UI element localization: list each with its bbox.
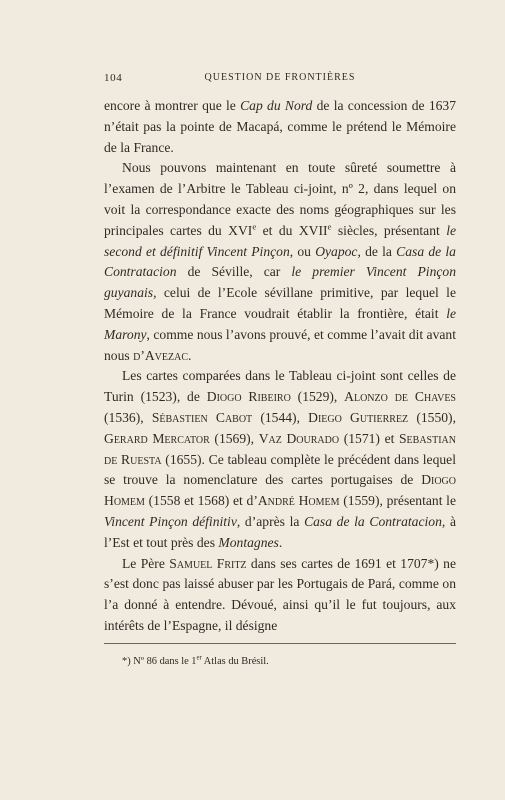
small-caps-name: André Homem <box>257 493 340 509</box>
paragraph-3 <box>104 366 456 553</box>
text-run: Les cartes comparées dans le Tableau ci-joint sont celles de Turin (1523), de <box>104 368 456 405</box>
italic-run: Vincent Pinçon définitiv <box>104 513 237 529</box>
text-run: (1536), <box>104 409 152 425</box>
superscript: e <box>327 221 332 232</box>
text-run: de Séville, car <box>176 264 292 280</box>
running-title: QUESTION DE FRONTIÈRES <box>204 72 356 83</box>
text-run: (1655). Ce tableau complète le précédent dans lequel se trouve la nomenclature des cartes portugaises de <box>104 451 456 488</box>
italic-run: Cap du Nord <box>240 98 313 113</box>
text-run: (1544), <box>252 409 309 425</box>
text-run: , ou <box>289 243 316 259</box>
small-caps-name: Alonzo de Chaves <box>344 389 456 405</box>
text-run: Atlas du Brésil. <box>201 656 269 667</box>
italic-run: Montagnes <box>218 534 279 550</box>
superscript: e <box>252 221 257 232</box>
text-run: (1550), <box>408 409 456 425</box>
italic-run: le premier Vincent Pinçon guyanais <box>104 264 456 301</box>
text-run: (1569), <box>209 430 259 446</box>
text-run: , comme nous l’avons prouvé, et comme l’avait dit avant nous <box>104 326 456 363</box>
text-run: encore à montrer que le <box>104 98 241 113</box>
page-header <box>104 72 456 88</box>
small-caps-name: Diogo Ribeiro <box>206 389 291 405</box>
text-run: de la concession de 1637 n’était pas la pointe de Macapá, comme le prétend le Mémoire de la France. <box>104 98 457 155</box>
text-run: , celui de l’Ecole sévillane primitive, par lequel le Mémoire de la France voudrait établir la frontière, était <box>104 285 456 321</box>
text-run: . <box>188 347 192 363</box>
small-caps-name: Vaz Dourado <box>258 430 340 446</box>
superscript: er <box>196 654 202 662</box>
small-caps-name: Sebastian de Ruesta <box>104 430 457 467</box>
italic-run: Oyapoc <box>315 243 358 259</box>
text-run: Nous pouvons maintenant en toute sûreté soumettre à l’examen de l’Arbitre le Tableau ci-joint, nº 2, dans lequel on voit la correspondance exacte des noms géographiques sur les principales cartes du XVI <box>104 160 456 238</box>
small-caps-name: Diego Gutierrez <box>308 409 409 425</box>
small-caps-name: Samuel Fritz <box>169 555 247 571</box>
italic-run: Casa de la Contratacion <box>104 243 456 280</box>
text-run: , d’après la <box>236 513 305 529</box>
text-run: dans ses cartes de 1691 et 1707*) ne s’est donc pas laissé abuser par les Portugais de Pará, comme on l’a donné à entendre. Dévoué, ainsi qu’il le fut toujours, aux intérêts de l’Espagne, il désigne <box>104 555 456 633</box>
text-run: et du XVII <box>256 222 328 238</box>
text-run: (1571) et <box>339 430 399 446</box>
text-run: (1529), <box>290 389 345 405</box>
italic-run: Casa de la Contratacion <box>304 513 442 529</box>
italic-run: le Marony <box>104 305 456 342</box>
small-caps-name: Gerard Mercator <box>104 430 210 446</box>
page-number: 104 <box>104 72 123 84</box>
text-run: *) Nº 86 dans le 1 <box>122 656 197 667</box>
text-run: , de la <box>357 243 397 259</box>
small-caps-name: Diogo Homem <box>104 472 456 509</box>
text-run: . <box>278 534 283 550</box>
text-run: (1559), présentant le <box>339 493 456 509</box>
text-run: Le Père <box>122 555 170 571</box>
body-text <box>104 96 456 637</box>
paragraph-4 <box>104 554 456 637</box>
footnote <box>122 655 452 669</box>
text-run: (1558 et 1568) et d’ <box>144 493 258 509</box>
italic-run: le second et définitif Vincent Pinçon <box>104 222 456 259</box>
text-run: siècles, présentant <box>331 222 447 238</box>
small-caps-name: Sébastien Cabot <box>151 409 253 425</box>
paragraph-2 <box>104 158 456 366</box>
footnote-rule <box>104 643 456 644</box>
small-caps-name: d’Avezac <box>133 347 188 363</box>
text-run: , à l’Est et tout près des <box>104 513 456 550</box>
paragraph-1 <box>104 96 456 158</box>
